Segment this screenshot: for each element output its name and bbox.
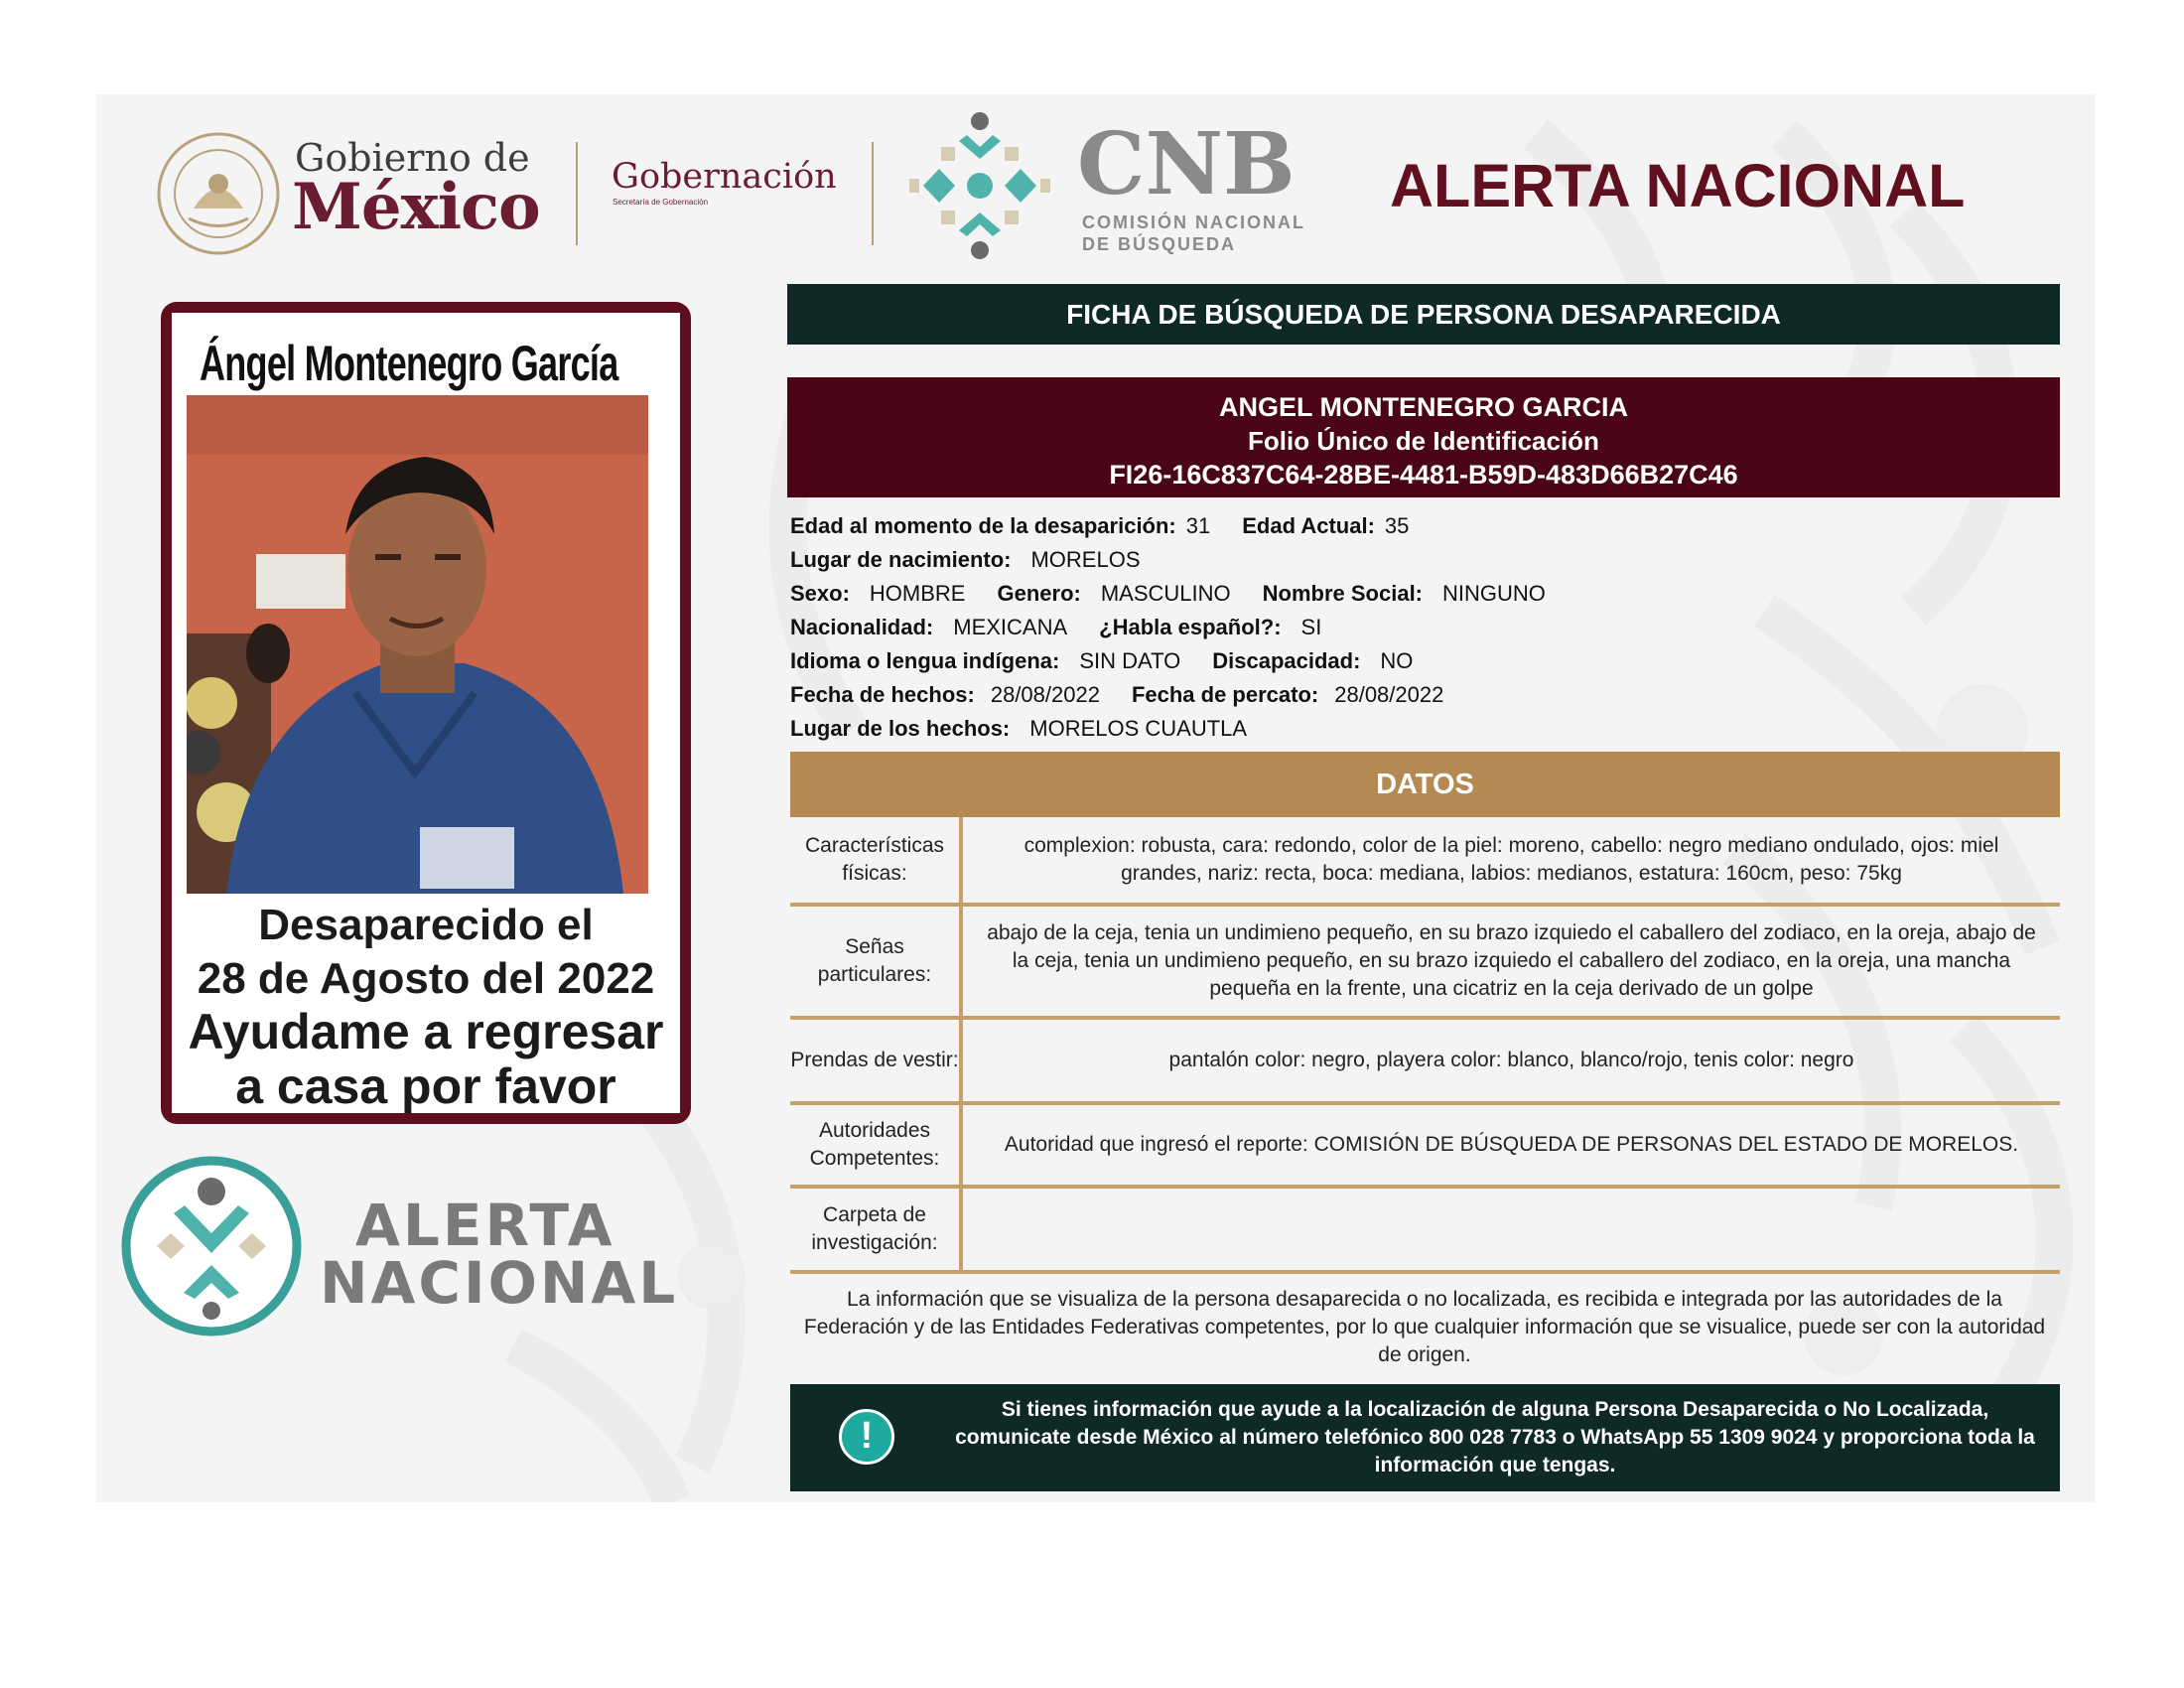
fecha-hechos-value: 28/08/2022 xyxy=(990,682,1100,707)
table-row xyxy=(790,817,2060,907)
cnb-text: CNB xyxy=(1077,114,1296,214)
person-name: ANGEL MONTENEGRO GARCIA xyxy=(1218,392,1628,422)
genero-value: MASCULINO xyxy=(1100,581,1231,606)
mexico-seal-logo xyxy=(154,129,283,258)
table-row xyxy=(790,1189,2060,1274)
fecha-percato-value: 28/08/2022 xyxy=(1334,682,1444,707)
discapacidad-value: NO xyxy=(1380,648,1414,673)
gobernacion-text: Gobernación xyxy=(612,157,837,197)
nombre-social-value: NINGUNO xyxy=(1442,581,1546,606)
idioma-label: Idioma o lengua indígena: xyxy=(790,648,1060,673)
row-label-autoridades: Autoridades Competentes: xyxy=(790,1105,963,1185)
table-row xyxy=(790,907,2060,1020)
poster-name: Ángel Montenegro García xyxy=(200,336,618,391)
row-value-autoridades: Autoridad que ingresó el reporte: COMISIÓN DE BÚSQUEDA DE PERSONAS DEL ESTADO DE MORELOS. xyxy=(1004,1133,2019,1156)
sexo-label: Sexo: xyxy=(790,581,850,606)
person-id-box xyxy=(787,377,2060,497)
exclamation-icon: ! xyxy=(839,1409,894,1465)
habla-espanol-value: SI xyxy=(1300,615,1322,639)
row-label-carpeta: Carpeta de investigación: xyxy=(790,1189,963,1270)
edad-actual-label: Edad Actual: xyxy=(1242,513,1375,538)
alerta-nacional-logo xyxy=(119,1154,304,1338)
nombre-social-label: Nombre Social: xyxy=(1262,581,1424,606)
lugar-nacimiento-label: Lugar de nacimiento: xyxy=(790,547,1012,572)
datos-header: DATOS xyxy=(790,752,2060,817)
missing-person-poster xyxy=(161,302,691,1124)
row-value-senas: abajo de la ceja, tenia un undimieno pequeño, en su brazo izquiedo el caballero del zodiaco, en la oreja, abajo de la ceja, tenia un undimieno pequeño, en su brazo izquiedo el caballero del zodiaco, en la oreja, una mancha pequeña en la frente, una cicatriz en la ceja derivado de un golpe xyxy=(987,921,2036,1000)
info-row-sexo xyxy=(790,581,1546,607)
gobernacion-subtitle: Secretaría de Gobernación xyxy=(613,198,709,207)
alerta-logo-text-line1: ALERTA xyxy=(355,1192,615,1259)
poster-plea-line2: a casa por favor xyxy=(235,1058,616,1113)
info-row-nacimiento xyxy=(790,547,1141,573)
cnb-subtitle-line1: COMISIÓN NACIONAL xyxy=(1082,212,1305,232)
table-row xyxy=(790,1020,2060,1105)
row-value-prendas: pantalón color: negro, playera color: blanco, blanco/rojo, tenis color: negro xyxy=(1168,1049,1854,1071)
info-row-nacionalidad xyxy=(790,615,1321,640)
folio-label: Folio Único de Identificación xyxy=(1248,426,1599,456)
row-label-prendas: Prendas de vestir: xyxy=(790,1020,963,1101)
table-row xyxy=(790,1105,2060,1189)
nacionalidad-value: MEXICANA xyxy=(953,615,1068,639)
lugar-hechos-label: Lugar de los hechos: xyxy=(790,716,1011,741)
contact-banner xyxy=(790,1384,2060,1491)
person-photo xyxy=(187,395,648,894)
discapacidad-label: Discapacidad: xyxy=(1212,648,1361,673)
cnb-logo xyxy=(901,107,1058,264)
folio-value: FI26-16C837C64-28BE-4481-B59D-483D66B27C46 xyxy=(1109,460,1738,490)
edad-desaparicion-label: Edad al momento de la desaparición: xyxy=(790,513,1176,538)
info-row-lugar-hechos xyxy=(790,716,1247,742)
genero-label: Genero: xyxy=(997,581,1081,606)
poster-missing-since: Desaparecido el xyxy=(258,901,594,949)
info-row-fechas xyxy=(790,682,1443,708)
disclaimer-text: La información que se visualiza de la persona desaparecida o no localizada, es recibida e integrada por las autoridades de la Federación y de las Entidades Federativas competentes, por lo que cualquier información que se visualice, puede ser con la autoridad de origen. xyxy=(803,1288,2046,1366)
row-value-caracteristicas: complexion: robusta, cara: redondo, color de la piel: moreno, cabello: negro mediano ondulado, ojos: miel grandes, nariz: recta, boca: mediana, labios: medianos, estatura: 160cm, peso: 75kg xyxy=(1024,834,1999,885)
lugar-hechos-value: MORELOS CUAUTLA xyxy=(1029,716,1248,741)
sexo-value: HOMBRE xyxy=(869,581,966,606)
poster-missing-date: 28 de Agosto del 2022 xyxy=(197,954,655,1003)
idioma-value: SIN DATO xyxy=(1079,648,1181,673)
fecha-percato-label: Fecha de percato: xyxy=(1131,682,1319,707)
row-label-caracteristicas: Características físicas: xyxy=(790,817,963,903)
mexico-text: México xyxy=(292,170,540,244)
header-divider xyxy=(872,142,874,245)
row-label-senas: Señas particulares: xyxy=(790,907,963,1016)
row-value-carpeta xyxy=(963,1189,2060,1270)
poster-plea-line1: Ayudame a regresar xyxy=(188,1004,664,1059)
fecha-hechos-label: Fecha de hechos: xyxy=(790,682,975,707)
contact-text: Si tienes información que ayude a la localización de alguna Persona Desaparecida o No Localizada, comunicate desde México al número telefónico 800 028 7783 o WhatsApp 55 1309 9024 y proporciona toda la información que tengas. xyxy=(955,1398,2035,1477)
lugar-nacimiento-value: MORELOS xyxy=(1030,547,1141,572)
ficha-title: FICHA DE BÚSQUEDA DE PERSONA DESAPARECIDA xyxy=(787,284,2060,345)
habla-espanol-label: ¿Habla español?: xyxy=(1099,615,1282,639)
info-row-edad xyxy=(790,513,1409,539)
gobierno-de-text: Gobierno de xyxy=(295,136,530,180)
alerta-logo-text-line2: NACIONAL xyxy=(320,1249,679,1317)
cnb-subtitle-line2: DE BÚSQUEDA xyxy=(1082,234,1237,254)
edad-desaparicion-value: 31 xyxy=(1185,513,1211,538)
edad-actual-value: 35 xyxy=(1384,513,1410,538)
alerta-nacional-title: ALERTA NACIONAL xyxy=(1390,152,1966,219)
info-row-idioma xyxy=(790,648,1413,674)
nacionalidad-label: Nacionalidad: xyxy=(790,615,934,639)
header-divider xyxy=(576,142,578,245)
